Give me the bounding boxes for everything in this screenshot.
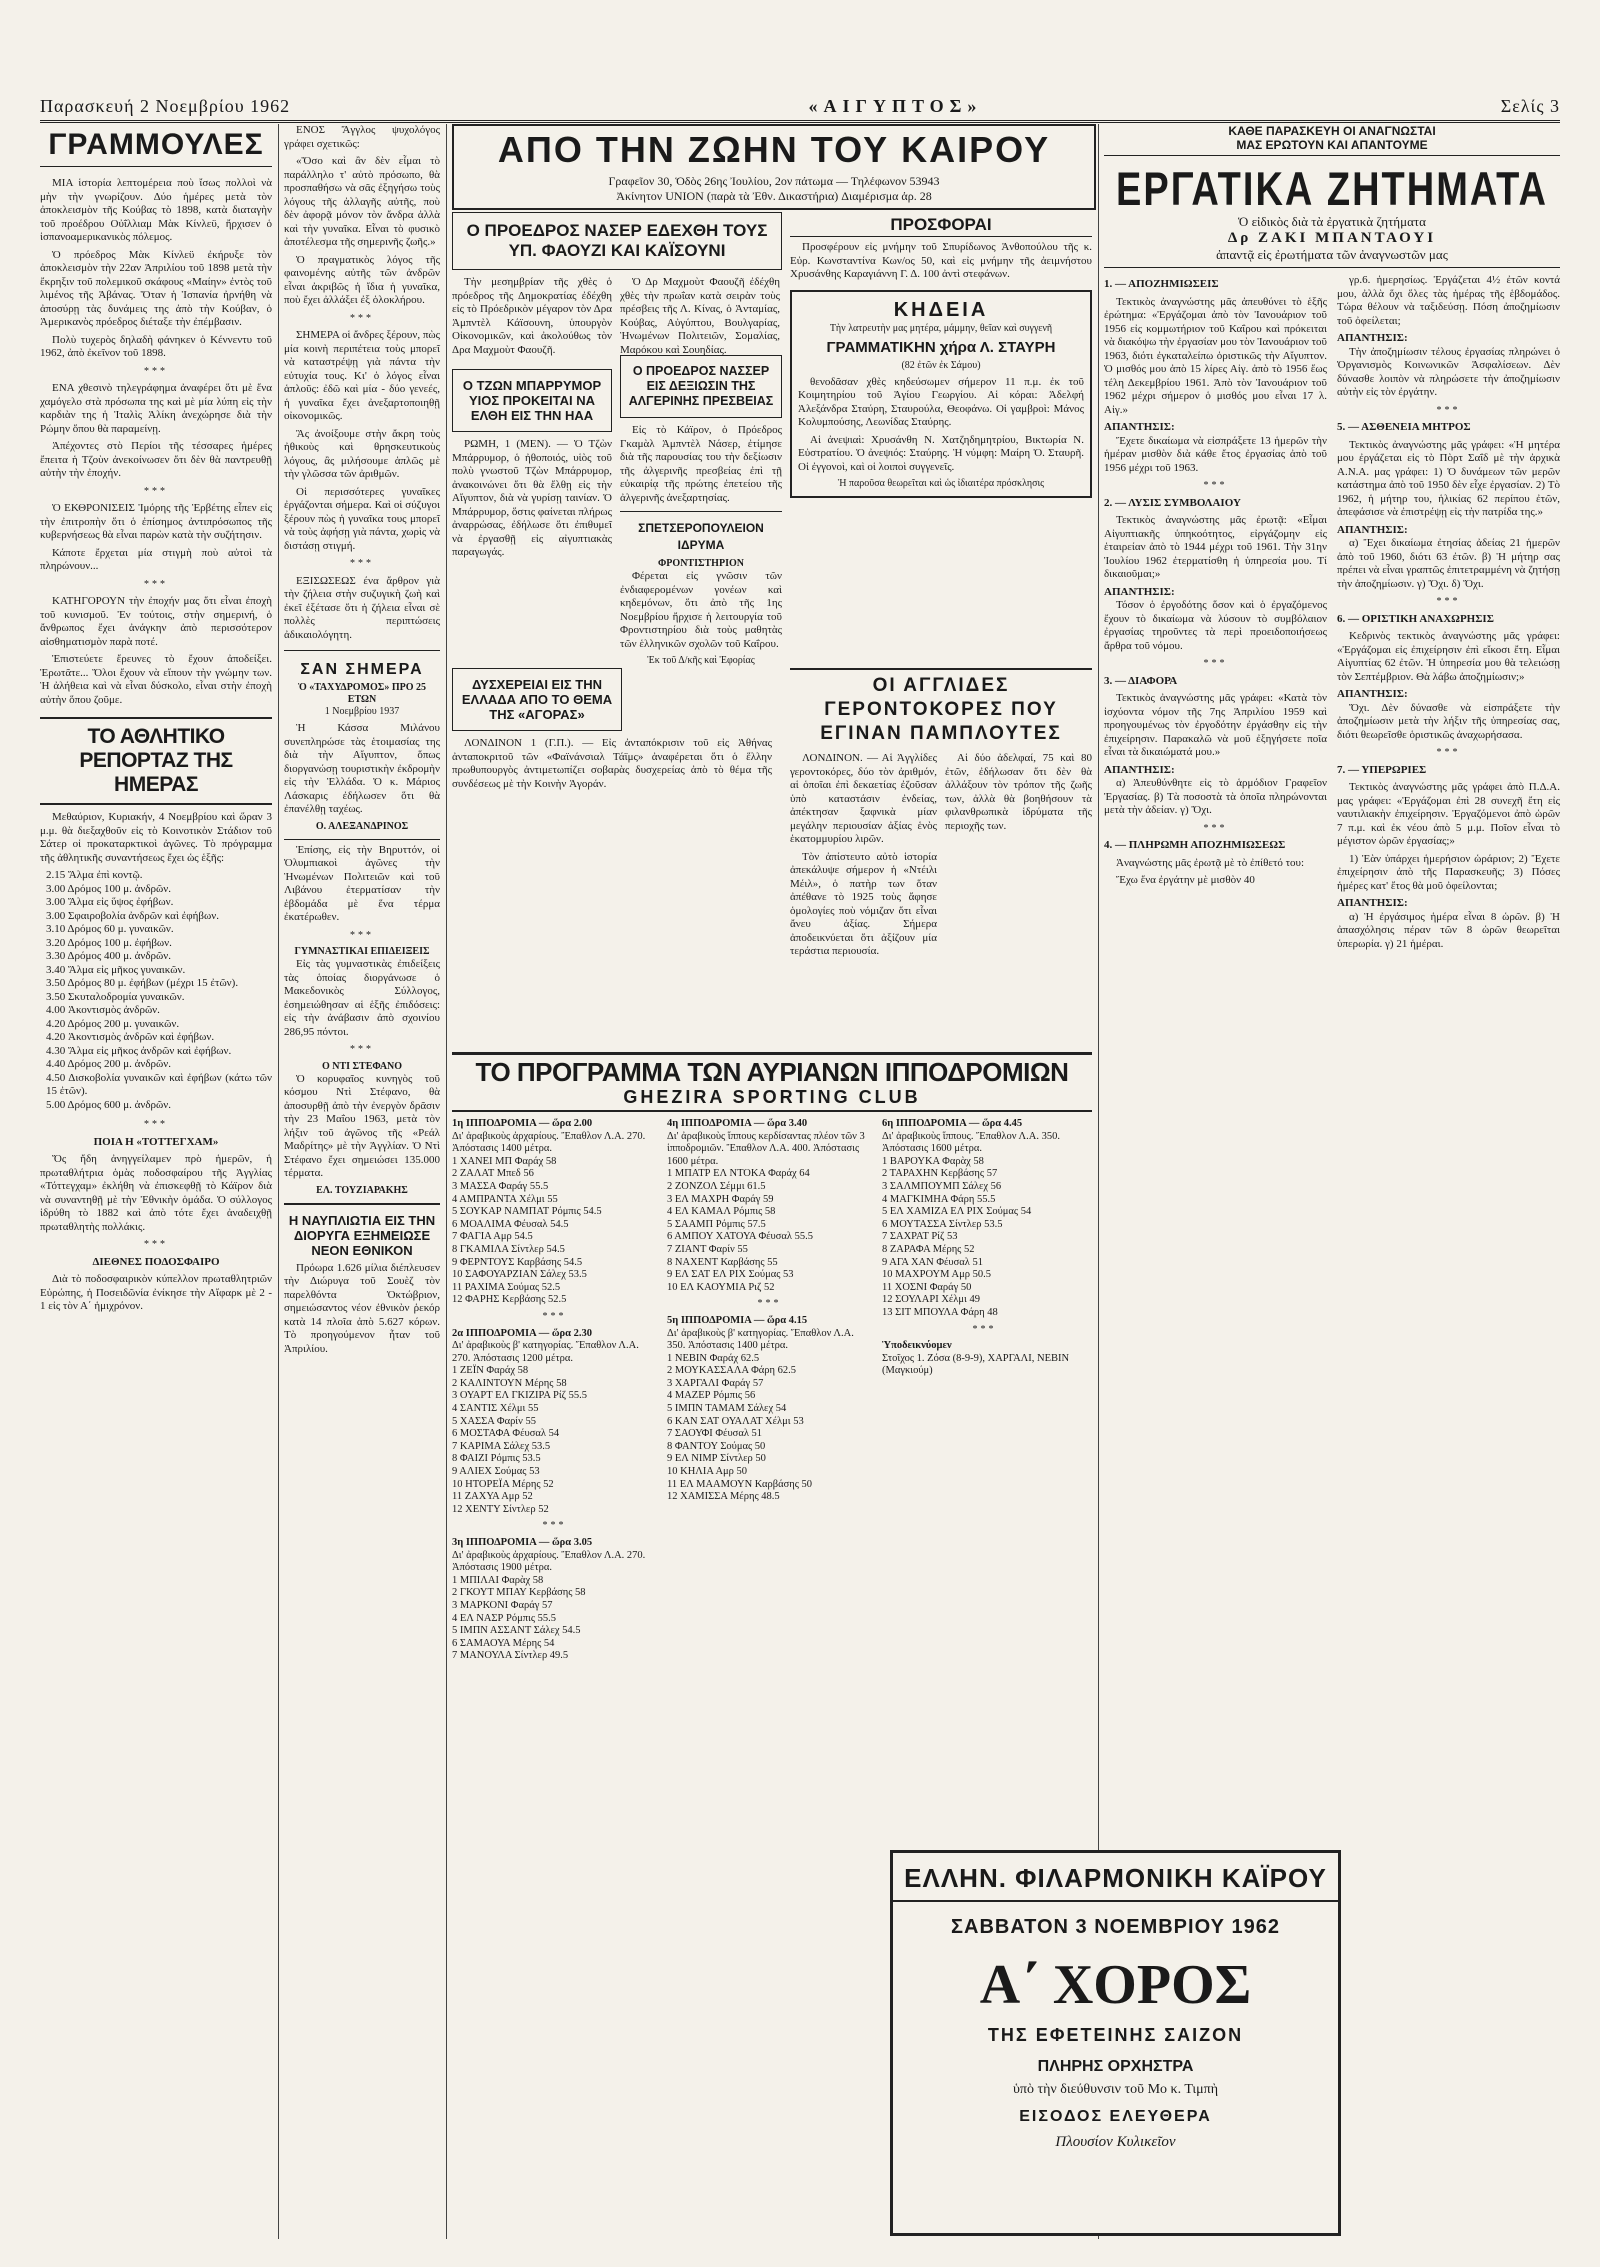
separator: *** <box>144 1119 168 1130</box>
spinsters-headline <box>790 668 1092 746</box>
spetseropouleion-title: ΣΠΕΤΣΕΡΟΠΟΥΛΕΙΟΝ ΙΔΡΥΜΑ <box>638 521 764 552</box>
schedule-item: 4.40 Δρόμος 200 μ. ἀνδρῶν. <box>46 1058 171 1070</box>
barrymore-headline-box <box>452 369 612 432</box>
answer-label: ΑΠΑΝΤΗΣΙΣ: <box>1337 897 1408 909</box>
race-entry: 10 ΜΑΧΡΟΥΜ Αμρ 50.5 <box>882 1269 991 1281</box>
race-entry: 1 ΧΑΝΕΙ ΜΠ Φαράχ 58 <box>452 1155 557 1167</box>
race-entry: 8 ΖΑΡΑΦΑ Μέρης 52 <box>882 1243 975 1255</box>
separator: *** <box>350 1044 374 1055</box>
ad-director: ὑπὸ τὴν διεύθυνσιν τοῦ Μο κ. Τιμπὴ <box>1012 2082 1219 2097</box>
san-simera-box <box>284 650 440 833</box>
schedule-item: 3.00 Ἅλμα εἰς ὕψος ἐφήβων. <box>46 896 174 908</box>
race-entry: 4 ΜΑΓΚΙΜΗΑ Φάρη 55.5 <box>882 1193 996 1205</box>
schedule-item: 3.20 Δρόμος 100 μ. ἐφήβων. <box>46 936 172 949</box>
races-col-2 <box>667 1118 872 1663</box>
race-entry: 2 ΤΑΡΑΧΗΝ Κερβάσης 57 <box>882 1168 998 1180</box>
race-entry: 5 ΙΜΠΝ ΑΣΣΑΝΤ Σάλεχ 54.5 <box>452 1625 581 1637</box>
race-entry: 7 ΜΑΝΟΥΛΑ Σίντλερ 49.5 <box>452 1650 569 1662</box>
race-entry: 2 ΓΚΟΥΤ ΜΠΑΥ Κερβάσης 58 <box>452 1587 586 1599</box>
algeria-headline-box <box>620 355 782 418</box>
race-entry: 6 ΜΟΥΤΑΣΣΑ Σίντλερ 53.5 <box>882 1218 1003 1230</box>
race-entry: 12 ΧΕΝΤΥ Σίντλερ 52 <box>452 1503 549 1515</box>
separator: *** <box>542 1520 567 1532</box>
race-entry: 4 ΕΛ ΝΑΣΡ Ρόμπις 55.5 <box>452 1612 557 1624</box>
race-heading: 4η ΙΠΠΟΔΡΟΜΙΑ — ὥρα 3.40 <box>667 1118 808 1129</box>
san-simera-date: 1 Νοεμβρίου 1937 <box>324 706 400 717</box>
race-entry: 12 ΦΑΡΗΣ Κερβάσης 52.5 <box>452 1294 567 1306</box>
nafplio-title: Η ΝΑΥΠΛΙΩΤΙΑ ΕΙΣ ΤΗΝ ΔΙΟΡΥΓΑ ΕΞΗΜΕΙΩΣΕ ΝΕΟΝ ΕΘΝΙΚΟΝ <box>288 1212 436 1258</box>
funeral-age: (82 ἐτῶν ἐκ Σάμου) <box>901 359 981 371</box>
race-entry: 11 ΧΟΣΝΙ Φαράγ 50 <box>882 1281 972 1293</box>
signature: Ἐκ τοῦ Δ/κῆς καὶ Ἐφορίας <box>647 655 755 666</box>
tips-title: Ὑποδεικνύομεν <box>882 1340 952 1352</box>
ad-event: Α΄ ΧΟΡΟΣ <box>979 1954 1252 2016</box>
question-text: γρ.6. ἡμερησίως. Ἐργάζεται 4½ ἐτῶν κοντά μου, ἀλλὰ ὅχι ὅλες τὰς ἡμέρας τῆς ἑβδομάδος. Τώρα θέλουν νὰ ταξιδεύσῃ. Πόση ἀποζημίωσιν τοῦ ὀφείλεται; <box>1337 274 1560 327</box>
funeral-name: ΓΡΑΜΜΑΤΙΚΗΝ χήρα Λ. ΣΤΑΥΡΗ <box>826 338 1056 356</box>
race-entry: 2 ΜΟΥΚΑΣΣΑΛΑ Φάρη 62.5 <box>667 1365 796 1377</box>
race-desc: Δι' ἀραβικοὺς β' κατηγορίας. Ἔπαθλον Λ.Α. 350. Ἀπόστασις 1400 μέτρα. <box>667 1327 854 1352</box>
answer-text: Τόσον ὁ ἐργοδότης ὅσον καὶ ὁ ἐργαζόμενος ἔχουν τὸ δικαίωμα νὰ λύσουν τὸ συμβόλαιον ἐργασίας τηροῦντες τὰ περὶ προειδοποιήσεως ἄρθρα τοῦ νόμου. <box>1104 599 1327 652</box>
center-address-1: Γραφεῖον 30, Ὁδὸς 26ης Ἰουλίου, 2ον πάτωμα — Τηλέφωνον 53943 <box>608 174 940 188</box>
nasser-headline-box <box>452 212 782 270</box>
gym-title: ΓΥΜΝΑΣΤΙΚΑΙ ΕΠΙΔΕΙΞΕΙΣ <box>294 946 430 957</box>
ad-orchestra: ΠΛΗΡΗΣ ΟΡΧΗΣΤΡΑ <box>1037 2058 1194 2075</box>
article-paragraph: Ἡ Κάσσα Μιλάνου συνεπληρώσε τὰς ἑτοιμασίας της διὰ τὴν Αἴγυπτον, ὅπως διοργανώσῃ τουριστικὴν ἐκδρομὴν εἰς τὴν Ἑλλάδα. Ὁ κ. Μάριος Λάσκαρις ἐδήλωσεν ὅτι θὰ ἐπανέλθῃ ταχέως. <box>284 722 440 815</box>
separator: *** <box>1203 480 1228 491</box>
article-paragraph: Ἐπιστεύετε ἔρευνες τὸ ἔχουν ἀποδείξει. Ἐρωτᾶτε... Ὅλοι ἔχουν νὰ εἴπουν τὴν γνώμην των. Ἡ ἀλήθεια καὶ νὰ εἶναι δύσκολο, εἶναι στὴν ἐποχὴ αὐτὴν ὅπου ζοῦμε. <box>40 653 272 706</box>
race-entry: 13 ΣΙΤ ΜΠΟΥΛΑ Φάρη 48 <box>882 1306 998 1318</box>
race-entry: 4 ΕΛ ΚΑΜΑΛ Ρόμπις 58 <box>667 1206 776 1218</box>
schedule-item: 4.00 Ἀκοντισμὸς ἀνδρῶν. <box>46 1004 160 1016</box>
race-entry: 4 ΜΑΖΕΡ Ρόμπις 56 <box>667 1390 756 1402</box>
labor-header-2: ΜΑΣ ΕΡΩΤΟΥΝ ΚΑΙ ΑΠΑΝΤΟΥΜΕ <box>1104 138 1560 156</box>
race-entry: 2 ΖΟΝΖΟΛ Σέμμι 61.5 <box>667 1180 766 1192</box>
race-desc: Δι' ἀραβικοὺς ἵππους. Ἔπαθλον Λ.Α. 350. Ἀπόστασις 1600 μέτρα. <box>882 1130 1060 1155</box>
article-paragraph: Οἱ περισσότερες γυναῖκες ἐργάζονται σήμερα. Καὶ οἱ σύζυγοι ξέρουν πὼς ἡ γυναῖκα τους μπορεῖ νὰ τοὺς ἀφήσῃ γιὰ πάντα, χωρὶς νὰ διστάσῃ στιγμή. <box>284 485 440 552</box>
spetseropouleion-sub: ΦΡΟΝΤΙΣΤΗΡΙΟΝ <box>658 558 744 569</box>
question-text: Κεδρινὸς τεκτικὸς ἀναγνώστης μᾶς γράφει: «Ἐργάζομαι εἰς ἐπιχείρησιν ἐπὶ εἴκοσι ἔτη. Εἶμαι Αἰγυπτίας 62 ἐτῶν. Ἡ ὑπηρεσία μου θὰ τελειώσῃ τὸν Σεπτέμβριον. Θὰ λάβω ἀποζημίωσιν;» <box>1337 630 1560 683</box>
sport-schedule <box>46 869 272 1112</box>
answer-label: ΑΠΑΝΤΗΣΙΣ: <box>1104 421 1175 433</box>
race-entry: 10 ΕΛ ΚΑΟΥΜΙΑ Ριζ 52 <box>667 1281 775 1293</box>
separator: *** <box>757 1298 782 1310</box>
section-title: 5. — ΑΣΘΕΝΕΙΑ ΜΗΤΡΟΣ <box>1337 421 1471 433</box>
schedule-item: 3.50 Σκυταλοδρομία γυναικῶν. <box>46 990 185 1003</box>
schedule-item: 4.30 Ἅλμα εἰς μῆκος ἀνδρῶν καὶ ἐφήβων. <box>46 1044 232 1057</box>
race-heading: 3η ΙΠΠΟΔΡΟΜΙΑ — ὥρα 3.05 <box>452 1537 593 1548</box>
grammoules-title: ΓΡΑΜΜΟΥΛΕΣ <box>40 130 272 167</box>
race-entry: 5 ΣΑΑΜΠ Ρόμπις 57.5 <box>667 1218 766 1230</box>
barrymore-title: Ο ΤΖΩΝ ΜΠΑΡΡΥΜΟΡ ΥΙΟΣ ΠΡΟΚΕΙΤΑΙ ΝΑ ΕΛΘΗ ΕΙΣ ΤΗΝ ΗΑΑ <box>462 378 602 423</box>
races-title: ΤΟ ΠΡΟΓΡΑΜΜΑ ΤΩΝ ΑΥΡΙΑΝΩΝ ΙΠΠΟΔΡΟΜΙΩΝ <box>475 1057 1069 1087</box>
race-entry: 6 ΣΑΜΑΟΥΑ Μέρης 54 <box>452 1637 555 1649</box>
answer-label: ΑΠΑΝΤΗΣΙΣ: <box>1337 688 1408 700</box>
article-paragraph: Διὰ τὸ ποδοσφαιρικὸν κύπελλον πρωταθλητριῶν Εὐρώπης, ἡ Ποσειδῶνία ἐνίκησε τὴν Αἴφαρκ μὲ 2 - 1 εἰς τὸν Α΄ ἡμιχρόνον. <box>40 1273 272 1312</box>
article-paragraph: ΕΝΟΣ Ἄγγλος ψυχολόγος γράφει σχετικῶς: <box>284 124 440 150</box>
article-paragraph: ΛΟΝΔΙΝΟΝ. — Αἱ Ἀγγλίδες γεροντοκόρες, δύο τὸν ἀριθμόν, αἱ ὁποῖαι ἐπὶ δεκαετίας ἐζοῦσαν ὑπὸ καταστάσιν ἐνδείας, ἀπέκτησαν ξαφνικὰ μίαν μεγάλην περιουσίαν ἀξίας ἑνὸς ἑκατομμυρίου λιρῶν. <box>790 752 937 845</box>
answer-label: ΑΠΑΝΤΗΣΙΣ: <box>1104 763 1175 776</box>
article-paragraph: ΜΙΑ ἱστορία λεπτομέρεια ποὺ ἴσως πολλοὶ νὰ μὴν τὴν γνωρίζουν. Δύο ἡμέρες μετὰ τὸν ἀποκλεισμὸν τῆς Κούβας τὸ 1898, κατὰ διαταγὴν τοῦ προέδρου Οὐΐλλιαμ Μὰκ Κίνλεϋ, ἤρχισεν ὁ ἱσπανοαμερικανικὸς πόλεμος. <box>40 177 272 243</box>
column-two <box>284 124 440 2239</box>
paper-name: «ΑΙΓΥΠΤΟΣ» <box>808 95 983 116</box>
article-paragraph: Αἱ δύο ἀδελφαί, 75 καὶ 80 ἐτῶν, ἐδήλωσαν ὅτι δὲν θὰ ἀλλάξουν τὸν τρόπον τῆς ζωῆς των, ἀλλὰ θὰ βοηθήσουν τὰ φιλανθρωπικὰ ἱδρύματα τῆς περιοχῆς των. <box>945 752 1092 832</box>
schedule-item: 3.50 Δρόμος 80 μ. ἐφήβων (μέχρι 15 ἐτῶν). <box>46 977 239 989</box>
question-text: Τεκτικὸς ἀναγνώστης μᾶς γράφει ἀπὸ Π.Δ.Α. μας γράφει: «Ἐργάζομαι ἐπὶ 28 συνεχῆ ἔτη εἰς ναυτιλιακὴν ἐπιχείρησιν. Ἐργαζόμενοι ἀπὸ ὡρῶν 7 π.μ. καὶ ἐκ νέου ἀπὸ 5 μ.μ. Ποῖον εἶναι τὸ μέγιστον ὡρῶν ἐργασίας;» <box>1337 781 1560 847</box>
column-divider <box>278 124 279 2239</box>
answer-label: ΑΠΑΝΤΗΣΙΣ: <box>1337 332 1408 344</box>
article-paragraph: ΕΞΙΣΩΣΕΩΣ ένα ἄρθρον γιὰ τὴν ζήλεια στὴν συζυγικὴ ζωὴ καὶ ἐκεῖ ἐξέτασε ὅτι ἡ ζήλεια εἶναι σὲ πολλὲς περιπτώσεις ἀδικαιολόγητη. <box>284 574 440 641</box>
san-simera-title: ΣΑΝ ΣΗΜΕΡΑ <box>300 661 424 678</box>
article-paragraph: Ἀπέχοντες στὸ Περίοι τῆς τέσσαρες ἡμέρες ἔπειτα ἡ Τζοὺν ἀνεκοίνωσεν ὅτι δὲν θὰ παντρευθῇ αὐτὴν τὴν ἐποχήν. <box>40 440 272 479</box>
race-heading: 1η ΙΠΠΟΔΡΟΜΙΑ — ὥρα 2.00 <box>452 1118 593 1129</box>
nasser-title: Ο ΠΡΟΕΔΡΟΣ ΝΑΣΕΡ ΕΔΕΧΘΗ ΤΟΥΣ ΥΠ. ΦΑΟΥΖΙ ΚΑΙ ΚΑΪΣΟΥΝΙ <box>466 221 768 260</box>
algeria-article <box>620 355 782 666</box>
separator: *** <box>1203 658 1228 669</box>
algeria-title: Ο ΠΡΟΕΔΡΟΣ ΝΑΣΣΕΡ ΕΙΣ ΔΕΞΙΩΣΙΝ ΤΗΣ ΑΛΓΕΡΙΝΗΣ ΠΡΕΣΒΕΙΑΣ <box>628 364 774 408</box>
article-paragraph: Πολὺ τυχερὸς δηλαδὴ φάνηκεν ὁ Κέννεντυ τοῦ 1962, ἀπὸ ἐκεῖνον τοῦ 1898. <box>40 333 272 359</box>
race-entry: 11 ΖΑΧΥΑ Αμρ 52 <box>452 1491 533 1503</box>
separator: *** <box>350 558 374 569</box>
race-entry: 7 ΖΙΑΝΤ Φαρίν 55 <box>667 1243 748 1255</box>
races-columns <box>452 1118 1092 1663</box>
race-desc: Δι' ἀραβικοὺς ἀρχαρίους. Ἔπαθλον Λ.Α. 270. Ἀπόστασις 1400 μέτρα. <box>452 1130 646 1155</box>
separator: *** <box>144 578 168 590</box>
center-header-box <box>452 124 1096 210</box>
nafplio-box <box>284 1203 440 1357</box>
question-text: 1) Ἐὰν ὑπάρχει ἡμερήσιον ὡράριον; 2) Ἔχετε ἐπιχείρησιν ἀπὸ τῆς Παρασκευῆς; 3) Πόσες ἡμέρες κατ' ἔτος θὰ μοῦ ὀφείλονται; <box>1337 852 1560 892</box>
article-paragraph: Προσφέρουν εἰς μνήμην τοῦ Σπυρίδωνος Ἀνθοπούλου τῆς κ. Εὐρ. Κωνσταντίνα Κων/ος 50, καὶ εἰς μνήμην τῆς ἀειμνήστου Χρυσάνθης Καραγιάννη Γ. Δ. 100 ἀντὶ στεφάνων. <box>790 241 1092 280</box>
section-title: 6. — ΟΡΙΣΤΙΚΗ ΑΝΑΧΩΡΗΣΙΣ <box>1337 612 1494 625</box>
center-title: ΑΠΟ ΤΗΝ ΖΩΗΝ ΤΟΥ ΚΑΙΡΟΥ <box>497 129 1051 170</box>
race-entry: 8 ΝΑΧΕΝΤ Καρβάσης 55 <box>667 1256 778 1268</box>
races-col-1 <box>452 1118 657 1663</box>
article-paragraph: ΚΑΤΗΓΟΡΟΥΝ τὴν ἐποχήν μας ὅτι εἶναι ἐποχὴ τοῦ κυνισμοῦ. Ἐν τούτοις, στὴν σημερινή, ὁ ἄνθρωπος ἔχει ἀνάγκην ἀπὸ περισσότερον αἰσθηματισμὸν παρὰ ποτέ. <box>40 595 272 648</box>
issue-date: Παρασκευή 2 Νοεμβρίου 1962 <box>40 95 291 116</box>
separator: *** <box>144 485 168 497</box>
answer-label: ΑΠΑΝΤΗΣΙΣ: <box>1104 585 1175 598</box>
race-entry: 5 ΣΟΥΚΑΡ ΝΑΜΠΑΤ Ρόμπις 54.5 <box>452 1206 602 1218</box>
race-entry: 9 ΑΓΑ ΧΑΝ Φέυσαλ 51 <box>882 1256 983 1268</box>
separator: *** <box>144 1239 168 1250</box>
separator: *** <box>144 365 168 377</box>
race-entry: 3 ΟΥΑΡΤ ΕΛ ΓΚΙΖΙΡΑ Ρίζ 55.5 <box>452 1390 588 1402</box>
schedule-item: 2.15 Ἅλμα ἐπὶ κοντῷ. <box>46 869 143 881</box>
race-entry: 7 ΣΑΟΥΦΙ Φέυσαλ 51 <box>667 1428 763 1440</box>
schedule-item: 3.30 Δρόμος 400 μ. ἀνδρῶν. <box>46 950 171 962</box>
article-paragraph: Ἐπίσης, εἰς τὴν Βηρυττόν, οἱ Ὀλυμπιακοὶ ἀγῶνες τὴν Ἡνωμένων Πολιτειῶν καὶ τοῦ Λιβάνου ἐτερματίσαν τὴν ἑβδομάδα μὲ ἕνα τέρμα ἐκατέρωθεν. <box>284 843 440 923</box>
answer-text: α) Ἀπευθύνθητε εἰς τὸ ἁρμόδιον Γραφεῖον Ἐργασίας. β) Τὰ ποσοστὰ τὰ ὁποῖα πληρώνονται μετὰ τὴν ἀδείαν. γ) Ὄχι. <box>1104 777 1327 816</box>
separator: *** <box>350 312 374 324</box>
question-text: Ἀναγνώστης μᾶς ἐρωτᾷ μὲ τὸ ἐπίθετό του: <box>1116 856 1305 869</box>
race-entry: 4 ΣΑΝΤΙΣ Χέλμι 55 <box>452 1403 539 1415</box>
schedule-item: 3.00 Δρόμος 100 μ. ἀνδρῶν. <box>46 882 171 895</box>
answer-text: Ὄχι. Δὲν δύνασθε νὰ εἰσπράξετε τὴν ἀποζημίωσιν μετὰ τὴν λήξιν τῆς ὑπηρεσίας σας, διότι θεωρεῖσθε ὁριστικῶς ἀναχωρήσασα. <box>1337 701 1560 741</box>
section-title: 3. — ΔΙΑΦΟΡΑ <box>1104 674 1178 687</box>
article-paragraph: Αἱ ἀνεψιαὶ: Χρυσάνθη Ν. Χατζηδημητρίου, Βικτωρία Ν. Εὐστρατίου. Ὁ ἀνεψιός: Σταύρης. Ἡ νύμφη: Μαίρη Ὀ. Σταυρῆ. Οἱ ἐγγονοὶ, καὶ οἱ λοιποὶ συγγενεῖς. <box>798 433 1084 473</box>
labor-subtitle-3: ἀπαντᾷ εἰς ἐρωτήματα τῶν ἀναγνωστῶν μας <box>1104 247 1560 268</box>
race-entry: 8 ΦΑΙΖΙ Ρόμπις 53.5 <box>452 1453 541 1465</box>
race-entry: 9 ΕΛ ΣΑΤ ΕΛ ΡΙΧ Σούμας 53 <box>667 1269 794 1281</box>
separator: *** <box>1203 822 1228 834</box>
race-heading: 6η ΙΠΠΟΔΡΟΜΙΑ — ὥρα 4.45 <box>882 1118 1023 1129</box>
article-paragraph: Τὸν ἀπίστευτο αὐτὸ ἱστορία ἀπεκάλυψε σήμερον ἡ «Ντέιλι Μέιλ», ὁ πατὴρ των ὅταν ἀπέθανε τὸ 1925 τοὺς ἄφησε ὁμολογίες ποὺ νόμιζαν ὅτι εἶναι ἄνευ ἀξίας. Σήμερα ἀποδεικνύεται ὅτι ἀξίζουν μία τεράστια περιουσία. <box>790 850 937 957</box>
answer-label: ΑΠΑΝΤΗΣΙΣ: <box>1337 523 1408 536</box>
football-title: ΔΙΕΘΝΕΣ ΠΟΔΟΣΦΑΙΡΟ <box>92 1255 220 1268</box>
spetseropouleion <box>620 511 782 667</box>
article-paragraph: Ὁ ΕΚΘΡΟΝΙΣΕΙΣ Ἰμόρης τῆς Ἑρβέτης εἶπεν εἰς τὴν ἐπιτροπὴν ὅτι ὁ ἐπίσημος ἀντιπρόσωπος τῆς κυβερνήσεως θὰ εἶναι παρὼν κατὰ τὴν συζήτησιν. <box>40 502 272 541</box>
race-entry: 7 ΚΑΡΙΜΑ Σάλεχ 53.5 <box>452 1440 551 1452</box>
answer-text: Ἔχετε δικαίωμα νὰ εἰσπράξετε 13 ἡμερῶν τὴν ἡμέραν μισθὸν διὰ κάθε ἔτος ἐργασίας ἀπὸ τοῦ 1956 μέχρι τοῦ 1963. <box>1104 434 1327 474</box>
market-headline-box <box>452 668 622 731</box>
race-entry: 6 ΜΟΣΤΑΦΑ Φέυσαλ 54 <box>452 1428 560 1440</box>
tips-text: Στοῖχος 1. Ζόσα (8-9-9), ΧΑΡΓΑΛΙ, ΝΕΒΙΝ (Μαγκιούμ) <box>882 1352 1070 1377</box>
article-paragraph: Ὅς ἤδη ἀνηγγείλαμεν πρὸ ἡμερῶν, ἡ πρωταθλήτρια ὁμὰς ποδοσφαίρου τῆς Ἀγγλίας «Τόττεγχαμ» ἐκλήθη νὰ ἐπισκεφθῇ τὸ Κάϊρον διὰ νὰ συναντηθῇ μὲ τὴν Ἐθνικὴν ὁμάδα. Ὁ σύλλογος ἱδρύθη τὸ 1882 καὶ ἀπὸ τότε ἔχει ἀναδειχθῇ πρωταθλητὴς πολλάκις. <box>40 1153 272 1233</box>
race-entry: 1 ΜΠΙΛΑΙ Φαρὰχ 58 <box>452 1574 544 1586</box>
column-grammoules <box>40 124 272 2239</box>
funeral-notice <box>790 290 1092 499</box>
article-paragraph: Φέρεται εἰς γνῶσιν τῶν ἐνδιαφερομένων γονέων καὶ κηδεμόνων, ὅτι ἀπὸ τῆς 1ης Νοεμβρίου ἤρχισε ἡ λειτουργία τοῦ Φροντιστηρίου διὰ τοὺς μαθητὰς τῶν ἑλληνικῶν σχολῶν τοῦ Καΐρου. <box>620 570 782 650</box>
labor-subtitle-1: Ὁ εἰδικὸς διὰ τὰ ἐργατικὰ ζητήματα <box>1238 214 1426 229</box>
race-entry: 12 ΧΑΜΙΣΣΑ Μέρης 48.5 <box>667 1491 780 1503</box>
separator: *** <box>542 1310 567 1322</box>
stefano-title: Ο ΝΤΙ ΣΤΕΦΑΝΟ <box>321 1060 403 1072</box>
column-divider <box>446 124 447 2239</box>
race-entry: 2 ΖΑΛΑΤ Μπεδ 56 <box>452 1168 534 1180</box>
philharmonic-ad <box>890 1850 1341 2236</box>
funeral-intro: Τὴν λατρευτὴν μας μητέρα, μάμμην, θεῖαν καὶ συγγενῆ <box>829 322 1053 334</box>
race-heading: 5η ΙΠΠΟΔΡΟΜΙΑ — ὥρα 4.15 <box>667 1314 808 1326</box>
schedule-item: 3.10 Δρόμος 60 μ. γυναικῶν. <box>46 923 174 935</box>
answer-text: α) Ἔχει δικαίωμα ἐτησίας ἀδείας 21 ἡμερῶν ἀπὸ τοῦ 1960, διότι 63 ἐτῶν. β) Ἡ μήτηρ σας πρέπει νὰ εἶναι γραπτῶς ἐπιτετραμμένη νὰ ζητήσῃ τὴν ἀποζημίωσιν. γ) Ὄχι. δ) Ὄχι. <box>1337 537 1560 590</box>
page-number: Σελίς 3 <box>1500 95 1560 116</box>
article-paragraph: Πρόωρα 1.626 μίλια διέπλευσεν τὴν Διώρυγα τοῦ Σουὲζ τὸν παρελθόντα Ὀκτώβριον, σημειώσαντος νέον ἐθνικὸν ῥεκόρ κατὰ 14 πλοῖα ἀπὸ 5.627 κόρων. Τὸ προηγούμενον ἦταν τοῦ Ἀπριλίου. <box>284 1261 440 1355</box>
races-col-3 <box>882 1118 1087 1663</box>
answer-text: Τὴν ἀποζημίωσιν τέλους ἐργασίας πληρώνει ὁ Ὀργανισμὸς Κοινωνικῶν Ἀσφαλίσεων. Δὲν δύνασθε λοιπὸν νὰ πληρώσετε τὴν ἀποζημίωσιν αὐτὴν εἰς τὸν ἐργάτην. <box>1337 345 1560 398</box>
race-entry: 8 ΦΑΝΤΟΥ Σούμας 50 <box>667 1440 766 1452</box>
announcements-column <box>790 212 1092 662</box>
race-entry: 11 ΡΑΧΙΜΑ Σούμας 52.5 <box>452 1281 561 1293</box>
separator: *** <box>1436 596 1461 607</box>
answer-text: α) Ἡ ἐργάσιμος ἡμέρα εἶναι 8 ὡρῶν. β) Ἡ ἀπασχόλησις πέραν τῶν 8 ὡρῶν θεωρεῖται ὑπερωρία. γ) 21 ἡμέραι. <box>1337 910 1560 950</box>
race-entry: 5 ΙΜΠΝ ΤΑΜΑΜ Σάλεχ 54 <box>667 1403 787 1415</box>
article-paragraph: «Ὅσο καὶ ἂν δὲν εἶμαι τὸ παράλληλο τ' αὐτὸ πρόσωπο, θὰ προσπαθήσω νὰ σᾶς ἐξηγήσω τοὺς λόγους τῆς ἀλλαγῆς αὐτῆς, ποὺ δὲν ἀφορᾷ μόνον τὸν ἄνδρα ἀλλὰ καὶ τὴν γυναῖκα. Εἶναι τὸ φυσικὸ ἀποτέλεσμα τῆς σημερινῆς ζωῆς.» <box>284 155 440 248</box>
article-paragraph: ΡΩΜΗ, 1 (ΜΕΝ). — Ὁ Τζὼν Μπάρρυμορ, ὁ ἠθοποιός, υἱὸς τοῦ πολὺ γνωστοῦ Τζὼν Μπάρρυμορ, ἀνακοινώνει ὅτι θὰ ἔλθῃ εἰς τὴν Αἴγυπτον, διὰ νὰ γυρίσῃ ταινίαν. Ὁ Μπάρρυμορ, ὅστις φαίνεται πλήρως ἀναρρώσας, ἐδήλωσε ὅτι ἐπιθυμεῖ νὰ ἐργασθῇ εἰς αἰγυπτιακὰς παραγωγάς. <box>452 438 613 558</box>
ad-date: ΣΑΒΒΑΤΟΝ 3 ΝΟΕΜΒΡΙΟΥ 1962 <box>951 1916 1280 1938</box>
nasser-body <box>452 276 782 361</box>
race-desc: Δι' ἀραβικοὺς β' κατηγορίας. Ἔπαθλον Λ.Α. 270. Ἀπόστασις 1200 μέτρα. <box>452 1340 639 1364</box>
race-entry: 1 ΖΕΪΝ Φαράχ 58 <box>452 1365 529 1377</box>
race-entry: 5 ΧΑΣΣΑ Φαρίν 55 <box>452 1415 537 1427</box>
race-entry: 7 ΦΑΓΙΑ Αμρ 54.5 <box>452 1231 533 1243</box>
article-paragraph: Ἂς ἀνοίξουμε στὴν ἄκρη τοὺς ἠθικοὺς καὶ θρησκευτικοὺς λόγους, ἂς μιλήσουμε ἁπλῶς μὲ τὴν γλῶσσα τῶν ἀριθμῶν. <box>284 427 440 480</box>
race-entry: 3 ΜΑΣΣΑ Φαράγ 55.5 <box>452 1180 549 1192</box>
article-paragraph: Τὴν μεσημβρίαν τῆς χθὲς ὁ πρόεδρος τῆς Δημοκρατίας ἐδέχθη εἰς τὸ Πρόεδρικὸν μέγαρον τὸν Δρα Ἀμπντὲλ Κάϊσουνη, ὑπουργὸν Οἰκονομικῶν, καὶ ἀκολούθως τὸν Δρα Μαχμοὺτ Φαουζῆ. <box>452 276 612 356</box>
article-paragraph: Ὁ Δρ Μαχμοὺτ Φαουζῆ ἐδέχθη χθὲς τὴν πρωΐαν κατὰ σειρὰν τοὺς πρέσβεις τῆς Λ. Κίνας, ὁ Ἀνταμίας, Κούβας, Αὐγύπτου, Βουλγαρίας, Ἡνωμένων Πολιτειῶν, Σομαλίας, Μαρόκου καὶ Σουηδίας. <box>620 276 780 356</box>
race-entry: 9 ΦΕΡΝΤΟΥΣ Καρβάσης 54.5 <box>452 1256 583 1268</box>
race-entry: 6 ΚΑΝ ΣΑΤ ΟΥΑΛΑΤ Χέλμι 53 <box>667 1415 804 1427</box>
race-entry: 3 ΣΑΛΜΠΟΥΜΠ Σάλεχ 56 <box>882 1180 1002 1192</box>
schedule-item: 3.00 Σφαιροβολία ἀνδρῶν καὶ ἐφήβων. <box>46 909 219 922</box>
funeral-title: ΚΗΔΕΙΑ <box>893 298 989 321</box>
schedule-item: 4.20 Δρόμος 200 μ. γυναικῶν. <box>46 1017 180 1030</box>
race-entry: 9 ΕΛ ΝΙΜΡ Σίντλερ 50 <box>667 1453 766 1465</box>
section-title: 2. — ΛΥΣΙΣ ΣΥΜΒΟΛΑΙΟΥ <box>1104 496 1241 509</box>
question-text: Τεκτικὸς ἀναγνώστης μᾶς γράφει: «Ἡ μητέρα μου ἐργάζεται εἰς τὸ Πὸρτ Σαΐδ μὲ τὴν ἀρχικὰ Α.Ν.Α. μας γράφει: 1) Ὁ δυνάμεων τῶν μερῶν κατάστημα ἀπὸ τοῦ 1950 δὲν εἶχε ἐργασίαν. 2) Τὸ 1962, ἡ μήτηρ του, ἡλικίας 62 περίπου ἐτῶν, ἀπεφάσισε νὰ ἐπιστρέψῃ εἰς τὴν πατρίδα της.» <box>1337 438 1560 518</box>
race-entry: 1 ΝΕΒΙΝ Φαράχ 62.5 <box>667 1352 760 1364</box>
article-paragraph: Εἰς τὰς γυμναστικὰς ἐπιδείξεις τὰς ὁποίας διοργάνωσε ὁ Μακεδονικὸς Σύλλογος, ἐσημειώθησαν αἱ ἑξῆς ἐπιδόσεις: εἰς τὴν ἀνάβασιν ἀπὸ σχοινίου 286,95 πόντοι. <box>284 958 440 1038</box>
race-entry: 9 ΑΛΙΕΧ Σούμας 53 <box>452 1466 540 1478</box>
totenham-title: ΠΟΙΑ Η «ΤΟΤΤΕΓΧΑΜ» <box>93 1135 219 1148</box>
article-paragraph: ΕΝΑ χθεσινὸ τηλεγράφημα ἀναφέρει ὅτι μὲ ἕνα χαμόγελο στὰ πρόσωπα της καὶ μὲ μία λύπη εἰς τὴν καρδιὰν της ἡ Ἰταλὶς Ἀλίκη ἀνεχώρησε διὰ τὴν Ρώμην ὅπου θὰ παραμείνῃ. <box>40 382 272 435</box>
sport-title: ΤΟ ΑΘΛΗΤΙΚΟ ΡΕΠΟΡΤΑΖ ΤΗΣ ΗΜΕΡΑΣ <box>79 725 233 796</box>
race-entry: 7 ΣΑΧΡΑΤ Ρίζ 53 <box>882 1231 958 1243</box>
race-heading: 2α ΙΠΠΟΔΡΟΜΙΑ — ὥρα 2.30 <box>452 1327 593 1339</box>
race-entry: 11 ΕΛ ΜΑΑΜΟΥΝ Καρβάσης 50 <box>667 1478 813 1490</box>
race-entry: 2 ΚΑΛΙΝΤΟΥΝ Μέρης 58 <box>452 1377 567 1389</box>
masthead <box>40 92 1560 123</box>
race-desc: Δι' ἀραβικοὺς ἀρχαρίους. Ἔπαθλον Λ.Α. 270. Ἀπόστασις 1900 μέτρα. <box>452 1549 646 1574</box>
article-paragraph: Ὁ κορυφαῖος κυνηγὸς τοῦ κόσμου Ντὶ Στέφανο, θὰ ἀποσυρθῇ ἀπὸ τὴν ἐνεργὸν δρᾶσιν τὴν 23 Μαΐου 1963, μετὰ τὸν λήξιν τοῦ ἀγῶνος τῆς «Ρεάλ Μαδρίτης» μὲ τὴν Ἀγγλίαν. Ὁ Ντὶ Στέφανο ἔχει σημειώσει 135.000 τέρματα. <box>284 1072 440 1179</box>
section-title: 4. — ΠΛΗΡΩΜΗ ΑΠΟΖΗΜΙΩΣΕΩΣ <box>1104 839 1286 851</box>
separator: *** <box>350 929 374 941</box>
byline: Ο. ΑΛΕΞΑΝΔΡΙΝΟΣ <box>315 820 409 832</box>
market-title: ΔΥΣΧΕΡΕΙΑΙ ΕΙΣ ΤΗΝ ΕΛΛΑΔΑ ΑΠΟ ΤΟ ΘΕΜΑ ΤΗΣ «ΑΓΟΡΑΣ» <box>461 677 613 722</box>
section-title: 1. — ΑΠΟΖΗΜΙΩΣΕΙΣ <box>1104 278 1219 290</box>
race-entry: 6 ΜΟΑΛΙΜΑ Φέυσαλ 54.5 <box>452 1218 569 1230</box>
article-paragraph: Μεθαύριον, Κυριακήν, 4 Νοεμβρίου καὶ ὥραν 3 μ.μ. θὰ διεξαχθοῦν εἰς τὸ Κοινοτικὸν Στάδιον τοῦ Σάτερ οἱ προκαταρκτικοὶ ἀγῶνες. Τὸ πρόγραμμα τῆς ἀθλητικῆς συναντήσεως ἔχει ὡς ἑξῆς: <box>40 811 272 864</box>
article-paragraph: Κάποτε ἔρχεται μία στιγμὴ ποὺ αὐτοὶ τὰ πληρώνουν... <box>40 546 272 572</box>
race-entry: 10 ΚΗΛΙΑ Αμρ 50 <box>667 1466 748 1478</box>
race-entry: 3 ΜΑΡΚΟΝΙ Φαράγ 57 <box>452 1599 553 1611</box>
separator: *** <box>972 1323 997 1335</box>
article-paragraph: ΣΗΜΕΡΑ οἱ ἄνδρες ξέρουν, πὼς μία κοινὴ περιπέτεια τοὺς μπορεῖ νὰ καταστρέψῃ γιὰ πάντα τὴν εὐτυχία τους. Κι' ὁ λόγος εἶναι ἁπλοῦς: ἐδῶ καὶ μία - δύο γενεές, ἡ γυναῖκα ἔχει ἀνεξαρτοποιηθῇ οἰκονομικῶς. <box>284 329 440 422</box>
article-paragraph: Ὁ πραγματικὸς λόγος τῆς φαινομένης αὐτῆς τῶν ἀνδρῶν εἶναι ἀκριβῶς ἡ ἴδια ἡ γυναῖκα, ποὺ ἔχει ἀλλάξει ἐξ ὁλοκλήρου. <box>284 253 440 306</box>
ad-season: ΤΗΣ ΕΦΕΤΕΙΝΗΣ ΣΑΙΖΟΝ <box>987 2025 1244 2045</box>
center-address-2: Ἀκίνητον UNION (παρὰ τὰ Ἐθν. Δικαστήρια) Διαμέρισμα ἀρ. 28 <box>616 189 932 203</box>
race-entry: 12 ΣΟΥΛΑΡΙ Χέλμι 49 <box>882 1294 980 1306</box>
spinsters-article <box>790 668 1092 1048</box>
san-simera-sub: Ὁ «ΤΑΧΥΔΡΟΜΟΣ» ΠΡΟ 25 ΕΤΩΝ <box>297 682 427 705</box>
labor-expert-name: Δρ ΖΑΚΙ ΜΠΑΝΤΑΟΥΙ <box>1227 230 1437 246</box>
separator: *** <box>1436 747 1461 758</box>
byline: ΕΛ. ΤΟΥΖΙΑΡΑΚΗΣ <box>316 1184 408 1196</box>
race-entry: 10 ΗΤΟΡΕΪΑ Μέρης 52 <box>452 1478 554 1490</box>
question-text: Ἔχω ἕνα ἐργάτην μὲ μισθὸν 40 <box>1116 874 1255 886</box>
ad-place: Πλουσίον Κυλικεῖον <box>1055 2134 1176 2150</box>
race-entry: 6 ΑΜΠΟΥ ΧΑΤΟΥΑ Φέυσαλ 55.5 <box>667 1231 813 1243</box>
sport-cont <box>284 839 440 1197</box>
separator: *** <box>1436 404 1461 416</box>
race-entry: 4 ΑΜΠΡΑΝΤΑ Χέλμι 55 <box>452 1193 558 1205</box>
labor-title: ΕΡΓΑΤΙΚΑ ΖΗΤΗΜΑΤΑ <box>1116 163 1548 216</box>
ad-entry: ΕΙΣΟΔΟΣ ΕΛΕΥΘΕΡΑ <box>1019 2108 1212 2125</box>
question-text: Τεκτικὸς ἀναγνώστης μᾶς γράφει: «Κατὰ τὸν ἰσχύοντα νόμον τῆς 7ης Ἀπριλίου 1959 καὶ προηγουμένως τὸν ἐργοδότην ἐργάσθην εἰς τὴν ἐπιχείρησιν. Παρακαλῶ νὰ μοῦ ἐξηγήσετε ποῖα εἶναι τὰ δικαιώματά μου.» <box>1104 692 1327 758</box>
article-paragraph: Εἰς τὸ Κάϊρον, ὁ Πρόεδρος Γκαμὰλ Ἀμπντὲλ Νάσερ, ἐτίμησε διὰ τῆς παρουσίας του τὴν δεξίωσιν τῆς ἀλγερινῆς πρεσβείας ἐπὶ τῇ εὐκαιρίᾳ τῆς πρώτης ἐπετείου τῆς ἀλγερινῆς ἀνεξαρτησίας. <box>620 424 782 504</box>
spinsters-body <box>790 752 1092 963</box>
race-entry: 8 ΓΚΑΜΙΛΑ Σίντλερ 54.5 <box>452 1243 565 1255</box>
races-header <box>452 1052 1092 1112</box>
article-paragraph: Ὁ πρόεδρος Μὰκ Κίνλεϋ ἐκήρυξε τὸν ἀποκλεισμὸν τὴν 22αν Ἀπριλίου τοῦ 1898 μετὰ τὴν ἔκρηξιν τοῦ πολεμικοῦ σκάφους «Μαίην» ἐντὸς τοῦ λιμένος τῆς Ἀβάνας. Ὅταν ἡ Ἱσπανία ἠρνήθη νὰ ἀποσύρῃ τὰς δυνάμεις της ἀπὸ τὴν Κούβαν, ὁ Ἀμερικανὸς πρόεδρος διέταξε τὴν ἐπέμβασιν. <box>40 248 272 328</box>
offerings-title: ΠΡΟΣΦΟΡΑΙ <box>790 216 1092 237</box>
article-paragraph: ΛΟΝΔΙΝΟΝ 1 (Γ.Π.). — Εἰς ἀνταπόκρισιν τοῦ εἰς Ἀθήνας ἀνταποκριτοῦ τῶν «Φαϊνάνσιαλ Τάϊμς» ἀναφέρεται ὅτι ὁ ἕλλην πρωθυπουργὸς ἀντιμετωπίζει σοβαρὰς δυσχερείας ἀπὸ τὸ θέμα τῆς συνδέσεως μὲ τὴν Κοινὴν Ἀγοράν. <box>452 737 772 790</box>
race-entry: 3 ΕΛ ΜΑΧΡΗ Φαράγ 59 <box>667 1193 774 1205</box>
section-title: 7. — ΥΠΕΡΩΡΙΕΣ <box>1337 763 1427 776</box>
schedule-item: 5.00 Δρόμος 600 μ. ἀνδρῶν. <box>46 1098 171 1111</box>
labor-header-1: ΚΑΘΕ ΠΑΡΑΣΚΕΥΗ ΟΙ ΑΝΑΓΝΩΣΤΑΙ <box>1228 124 1436 138</box>
race-entry: 5 ΕΛ ΧΑΜΙΖΑ ΕΛ ΡΙΧ Σούμας 54 <box>882 1206 1032 1218</box>
sport-header <box>40 717 272 805</box>
schedule-item: 3.40 Ἅλμα εἰς μῆκος γυναικῶν. <box>46 963 186 976</box>
races-sub: GHEZIRA SPORTING CLUB <box>623 1087 921 1107</box>
race-entry: 3 ΧΑΡΓΑΛΙ Φαράγ 57 <box>667 1377 764 1389</box>
race-entry: 1 ΒΑΡΟΥΚΑ Φαρὰχ 58 <box>882 1155 984 1167</box>
funeral-sign: Ἡ παροῦσα θεωρεῖται καὶ ὡς ἰδιαιτέρα πρόσκλησις <box>837 478 1045 489</box>
market-article <box>452 668 782 1048</box>
race-entry: 10 ΣΑΦΟΥΑΡΖΙΑΝ Σάλεχ 53.5 <box>452 1269 587 1281</box>
article-paragraph: θενοδᾶσαν χθὲς κηδεύσωμεν σήμερον 11 π.μ. ἐκ τοῦ Κοιμητηρίου τοῦ Ἁγίου Γεωργίου. Αἱ κόραι: Ἀδελφή Ἀλεξάνδρα Σταύρη, Σταυρούλα, Θεοφάνω. Οἱ γαμβροὶ: Μάνος Κολυμπούσης, Λεωνίδας Σταύρης. <box>798 375 1084 428</box>
schedule-item: 4.50 Δισκοβολία γυναικῶν καὶ ἐφήβων (κάτω τῶν 15 ἐτῶν). <box>46 1071 272 1097</box>
labor-col-right <box>1337 274 1560 2224</box>
spinsters-title: ΟΙ ΑΓΓΛΙΔΕΣ ΓΕΡΟΝΤΟΚΟΡΕΣ ΠΟΥ ΕΓΙΝΑΝ ΠΑΜΠΛΟΥΤΕΣ <box>820 675 1062 744</box>
race-desc: Δι' ἀραβικοὺς ἵππους κερδίσαντας πλέον τῶν 3 ἱπποδρομιῶν. Ἔπαθλον Λ.Α. 400. Ἀπόστασις 1600 μέτρα. <box>667 1130 865 1167</box>
race-entry: 1 ΜΠΑΤΡ ΕΛ ΝΤΟΚΑ Φαράχ 64 <box>667 1168 810 1180</box>
schedule-item: 4.20 Ἀκοντισμὸς ἀνδρῶν καὶ ἐφήβων. <box>46 1031 215 1043</box>
ad-title: ΕΛΛΗΝ. ΦΙΛΑΡΜΟΝΙΚΗ ΚΑΪΡΟΥ <box>893 1853 1338 1902</box>
question-text: Τεκτικὸς ἀναγνώστης μᾶς ἀπευθύνει τὸ ἑξῆς ἐρώτημα: «Ἐργάζομαι ἀπὸ τὸν Ἰανουάριον τοῦ 1956 εἰς κομμωτήριον τοῦ Καΐρου καὶ πρόκειται νὰ διακόψω τὴν ἐργασίαν μου τὸν Ἰανουάριον τοῦ 1963, διότι ἐγκαταλείπω ὁριστικῶς τὴν Αἴγυπτον. Ὁ μισθός μου ἀπὸ 15 λίρες Αἰγ. ἀπὸ τὸ 1956 ἕως τέλη Δεκεμβρίου 1961. Ἀπὸ τὸν Ἰανουάριον τοῦ 1962 μέχρι σήμερον ὁ μισθός μου εἶναι 17 λ. Αἰγ.» <box>1104 295 1327 416</box>
question-text: Τεκτικὸς ἀναγνώστης μᾶς ἐρωτᾷ: «Εἶμαι Αἰγυπτιακῆς ὑπηκοότητος, εἰργάζομην εἰς ἑταιρείαν ἀπὸ τὸ 1944 μέχρι τοῦ 1961. Τὴν 31ην Ἰουλίου 1962 ἐτερματίσθη ἡ ὑπηρεσία μου. Τί δικαιοῦμαι;» <box>1104 514 1327 580</box>
